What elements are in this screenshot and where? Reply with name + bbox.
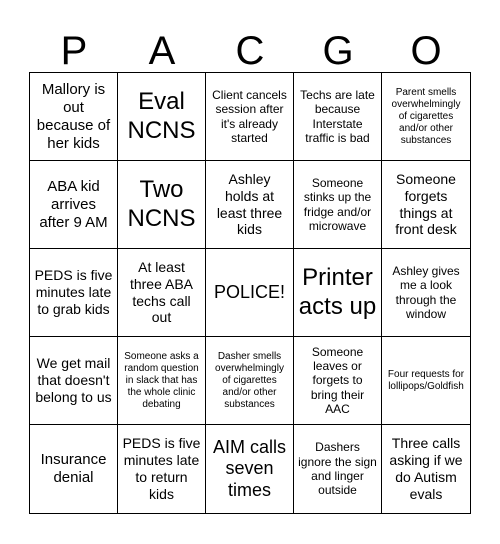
bingo-cell[interactable]: PEDS is five minutes late to grab kids bbox=[30, 249, 118, 337]
header-letter-o: O bbox=[410, 29, 442, 73]
bingo-cell[interactable]: Techs are late because Interstate traffic is bad bbox=[294, 73, 382, 161]
bingo-cell[interactable]: Ashley gives me a look through the window bbox=[382, 249, 470, 337]
bingo-cell[interactable]: POLICE! bbox=[206, 249, 294, 337]
bingo-cell[interactable]: Someone leaves or forgets to bring their AAC bbox=[294, 337, 382, 425]
bingo-cell[interactable]: At least three ABA techs call out bbox=[118, 249, 206, 337]
bingo-cell[interactable]: Three calls asking if we do Autism evals bbox=[389, 435, 463, 502]
bingo-cell[interactable]: Someone forgets things at front desk bbox=[382, 161, 470, 249]
bingo-cell[interactable]: Insurance denial bbox=[30, 425, 118, 513]
bingo-cell[interactable]: Parent smells overwhelmingly of cigarettes and/or other substances bbox=[382, 73, 470, 161]
bingo-cell[interactable]: ABA kid arrives after 9 AM bbox=[30, 161, 118, 249]
bingo-cell[interactable]: Four requests for lollipops/Goldfish bbox=[382, 337, 470, 425]
bingo-cell[interactable]: Dashers ignore the sign and linger outside bbox=[294, 425, 382, 513]
bingo-cell[interactable]: Mallory is out because of her kids bbox=[30, 73, 118, 161]
bingo-cell[interactable]: We get mail that doesn't belong to us bbox=[30, 337, 118, 425]
header-letter-p: P bbox=[60, 29, 88, 73]
bingo-cell[interactable]: Printer acts up bbox=[294, 249, 382, 337]
bingo-cell[interactable]: Someone asks a random question in slack that has the whole clinic debating bbox=[118, 337, 206, 425]
bingo-cell[interactable]: Client cancels session after it's already started bbox=[206, 73, 294, 161]
header-letter-a: A bbox=[148, 29, 176, 73]
bingo-cell[interactable]: Dasher smells overwhelmingly of cigarettes and/or other substances bbox=[206, 337, 294, 425]
bingo-cell[interactable]: PEDS is five minutes late to return kids bbox=[118, 425, 206, 513]
bingo-cell[interactable]: Two NCNS bbox=[118, 161, 206, 249]
bingo-cell[interactable]: Ashley holds at least three kids bbox=[206, 161, 294, 249]
bingo-cell[interactable]: AIM calls seven times bbox=[206, 425, 294, 513]
bingo-cell[interactable]: Eval NCNS bbox=[118, 73, 206, 161]
header-letter-g: G bbox=[322, 29, 354, 73]
bingo-header bbox=[30, 24, 470, 78]
bingo-grid bbox=[29, 72, 471, 514]
header-letter-c: C bbox=[235, 29, 265, 73]
bingo-cell[interactable]: Someone stinks up the fridge and/or microwave bbox=[294, 161, 382, 249]
